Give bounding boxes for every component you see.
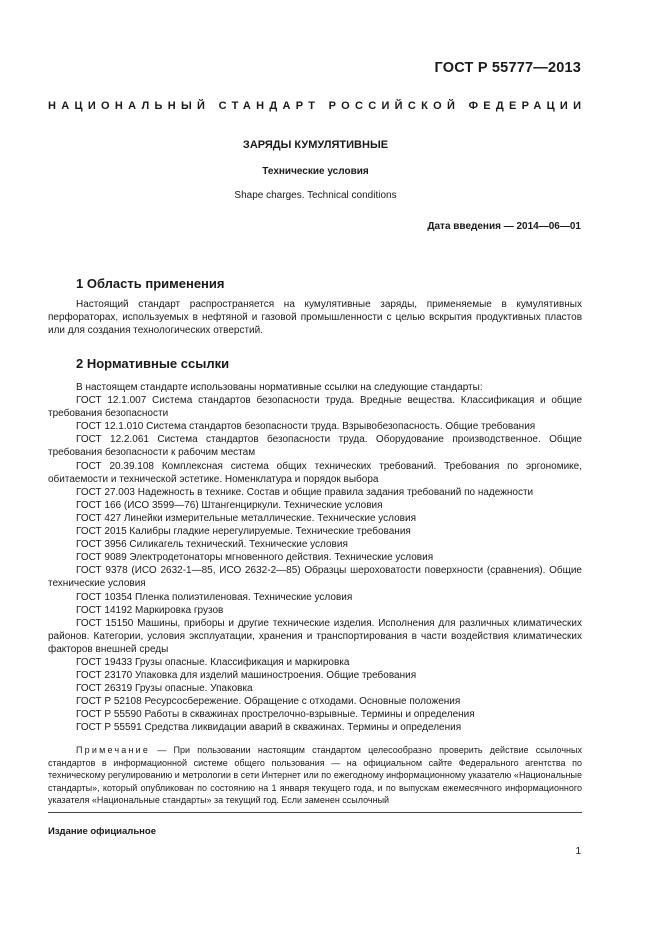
- list-item: ГОСТ 9378 (ИСО 2632-1—85, ИСО 2632-2—85) Образцы шероховатости поверхности (сравнения). Общие технические условия: [48, 565, 582, 590]
- list-item: ГОСТ 427 Линейки измерительные металлические. Технические условия: [76, 512, 416, 524]
- section-2-reference-list: [48, 381, 582, 735]
- section-1-body: [48, 298, 582, 337]
- note-block: [48, 744, 582, 807]
- list-item: ГОСТ Р 52108 Ресурсосбережение. Обращение с отходами. Основные положения: [76, 696, 461, 708]
- list-item: ГОСТ 10354 Пленка полиэтиленовая. Технические условия: [76, 591, 353, 603]
- list-item: ГОСТ 12.2.061 Система стандартов безопасности труда. Оборудование производственное. Общие требования безопасности к рабочим местам: [48, 434, 582, 459]
- list-item: ГОСТ 166 (ИСО 3599—76) Штангенциркули. Технические условия: [76, 499, 383, 511]
- document-subtitle: Технические условия: [262, 166, 369, 177]
- paragraph: Настоящий стандарт распространяется на кумулятивные заряды, применяемые в кумулятивных перфораторах, используемых в нефтяной и газовой промышленности с целью вскрытия продуктивных пластов или для создания технологических отверстий.: [48, 299, 582, 337]
- list-item: ГОСТ 19433 Грузы опасные. Классификация и маркировка: [76, 656, 350, 668]
- document-title: ЗАРЯДЫ КУМУЛЯТИВНЫЕ: [242, 139, 389, 151]
- list-item: В настоящем стандарте использованы нормативные ссылки на следующие стандарты:: [76, 382, 483, 393]
- list-item: ГОСТ 12.1.007 Система стандартов безопасности труда. Вредные вещества. Классификация и общие требования безопасности: [48, 395, 582, 420]
- section-2-title: 2 Нормативные ссылки: [76, 356, 230, 371]
- gost-number: ГОСТ Р 55777—2013: [434, 60, 581, 76]
- edition-label: Издание официальное: [48, 826, 156, 837]
- page-number: 1: [575, 846, 581, 857]
- note-label: Примечание: [76, 745, 151, 755]
- note-text: — При пользовании настоящим стандартом целесообразно проверить действие ссылочных стандартов в информационной системе общего пользования — на официальном сайте Федерального агентства по техническому регулированию и метрологии в сети Интернет или по ежегодному информационному указателю «Национальные стандарты», который опубликован по состоянию на 1 января текущего года, и по выпускам ежемесячного информационного указателя «Национальные стандарты» за текущий год. Если заменен ссылочный: [48, 745, 582, 806]
- list-item: ГОСТ 9089 Электродетонаторы мгновенного действия. Технические условия: [76, 552, 434, 564]
- list-item: ГОСТ Р 55591 Средства ликвидации аварий в скважинах. Термины и определения: [76, 722, 462, 734]
- list-item: ГОСТ Р 55590 Работы в скважинах прострелочно-взрывные. Термины и определения: [76, 709, 475, 721]
- list-item: ГОСТ 26319 Грузы опасные. Упаковка: [76, 683, 253, 695]
- list-item: ГОСТ 27.003 Надежность в технике. Состав и общие правила задания требований по надежности: [76, 486, 534, 498]
- list-item: ГОСТ 23170 Упаковка для изделий машиностроения. Общие требования: [76, 670, 417, 682]
- list-item: ГОСТ 20.39.108 Комплексная система общих технических требований. Требования по эргономике, обитаемости и технической эстетике. Номенклатура и порядок выбора: [48, 460, 582, 485]
- list-item: ГОСТ 12.1.010 Система стандартов безопасности труда. Взрывобезопасность. Общие требования: [76, 421, 536, 433]
- list-item: ГОСТ 14192 Маркировка грузов: [76, 604, 224, 616]
- note-paragraph: [48, 744, 582, 807]
- list-item: ГОСТ 2015 Калибры гладкие нерегулируемые. Технические требования: [76, 526, 411, 538]
- list-item: ГОСТ 15150 Машины, приборы и другие технические изделия. Исполнения для различных климатических районов. Категории, условия эксплуатации, хранения и транспортирования в части воздействия климатических факторов внешней среды: [48, 617, 582, 655]
- introduction-date: Дата введения — 2014—06—01: [427, 221, 581, 232]
- list-item: ГОСТ 3956 Силикагель технический. Технические условия: [76, 539, 348, 551]
- footer-divider: [48, 812, 582, 813]
- section-1-title: 1 Область применения: [76, 276, 225, 291]
- document-english-title: Shape charges. Technical conditions: [234, 190, 397, 201]
- national-standard-heading: НАЦИОНАЛЬНЫЙ СТАНДАРТ РОССИЙСКОЙ ФЕДЕРАЦИИ: [48, 100, 587, 112]
